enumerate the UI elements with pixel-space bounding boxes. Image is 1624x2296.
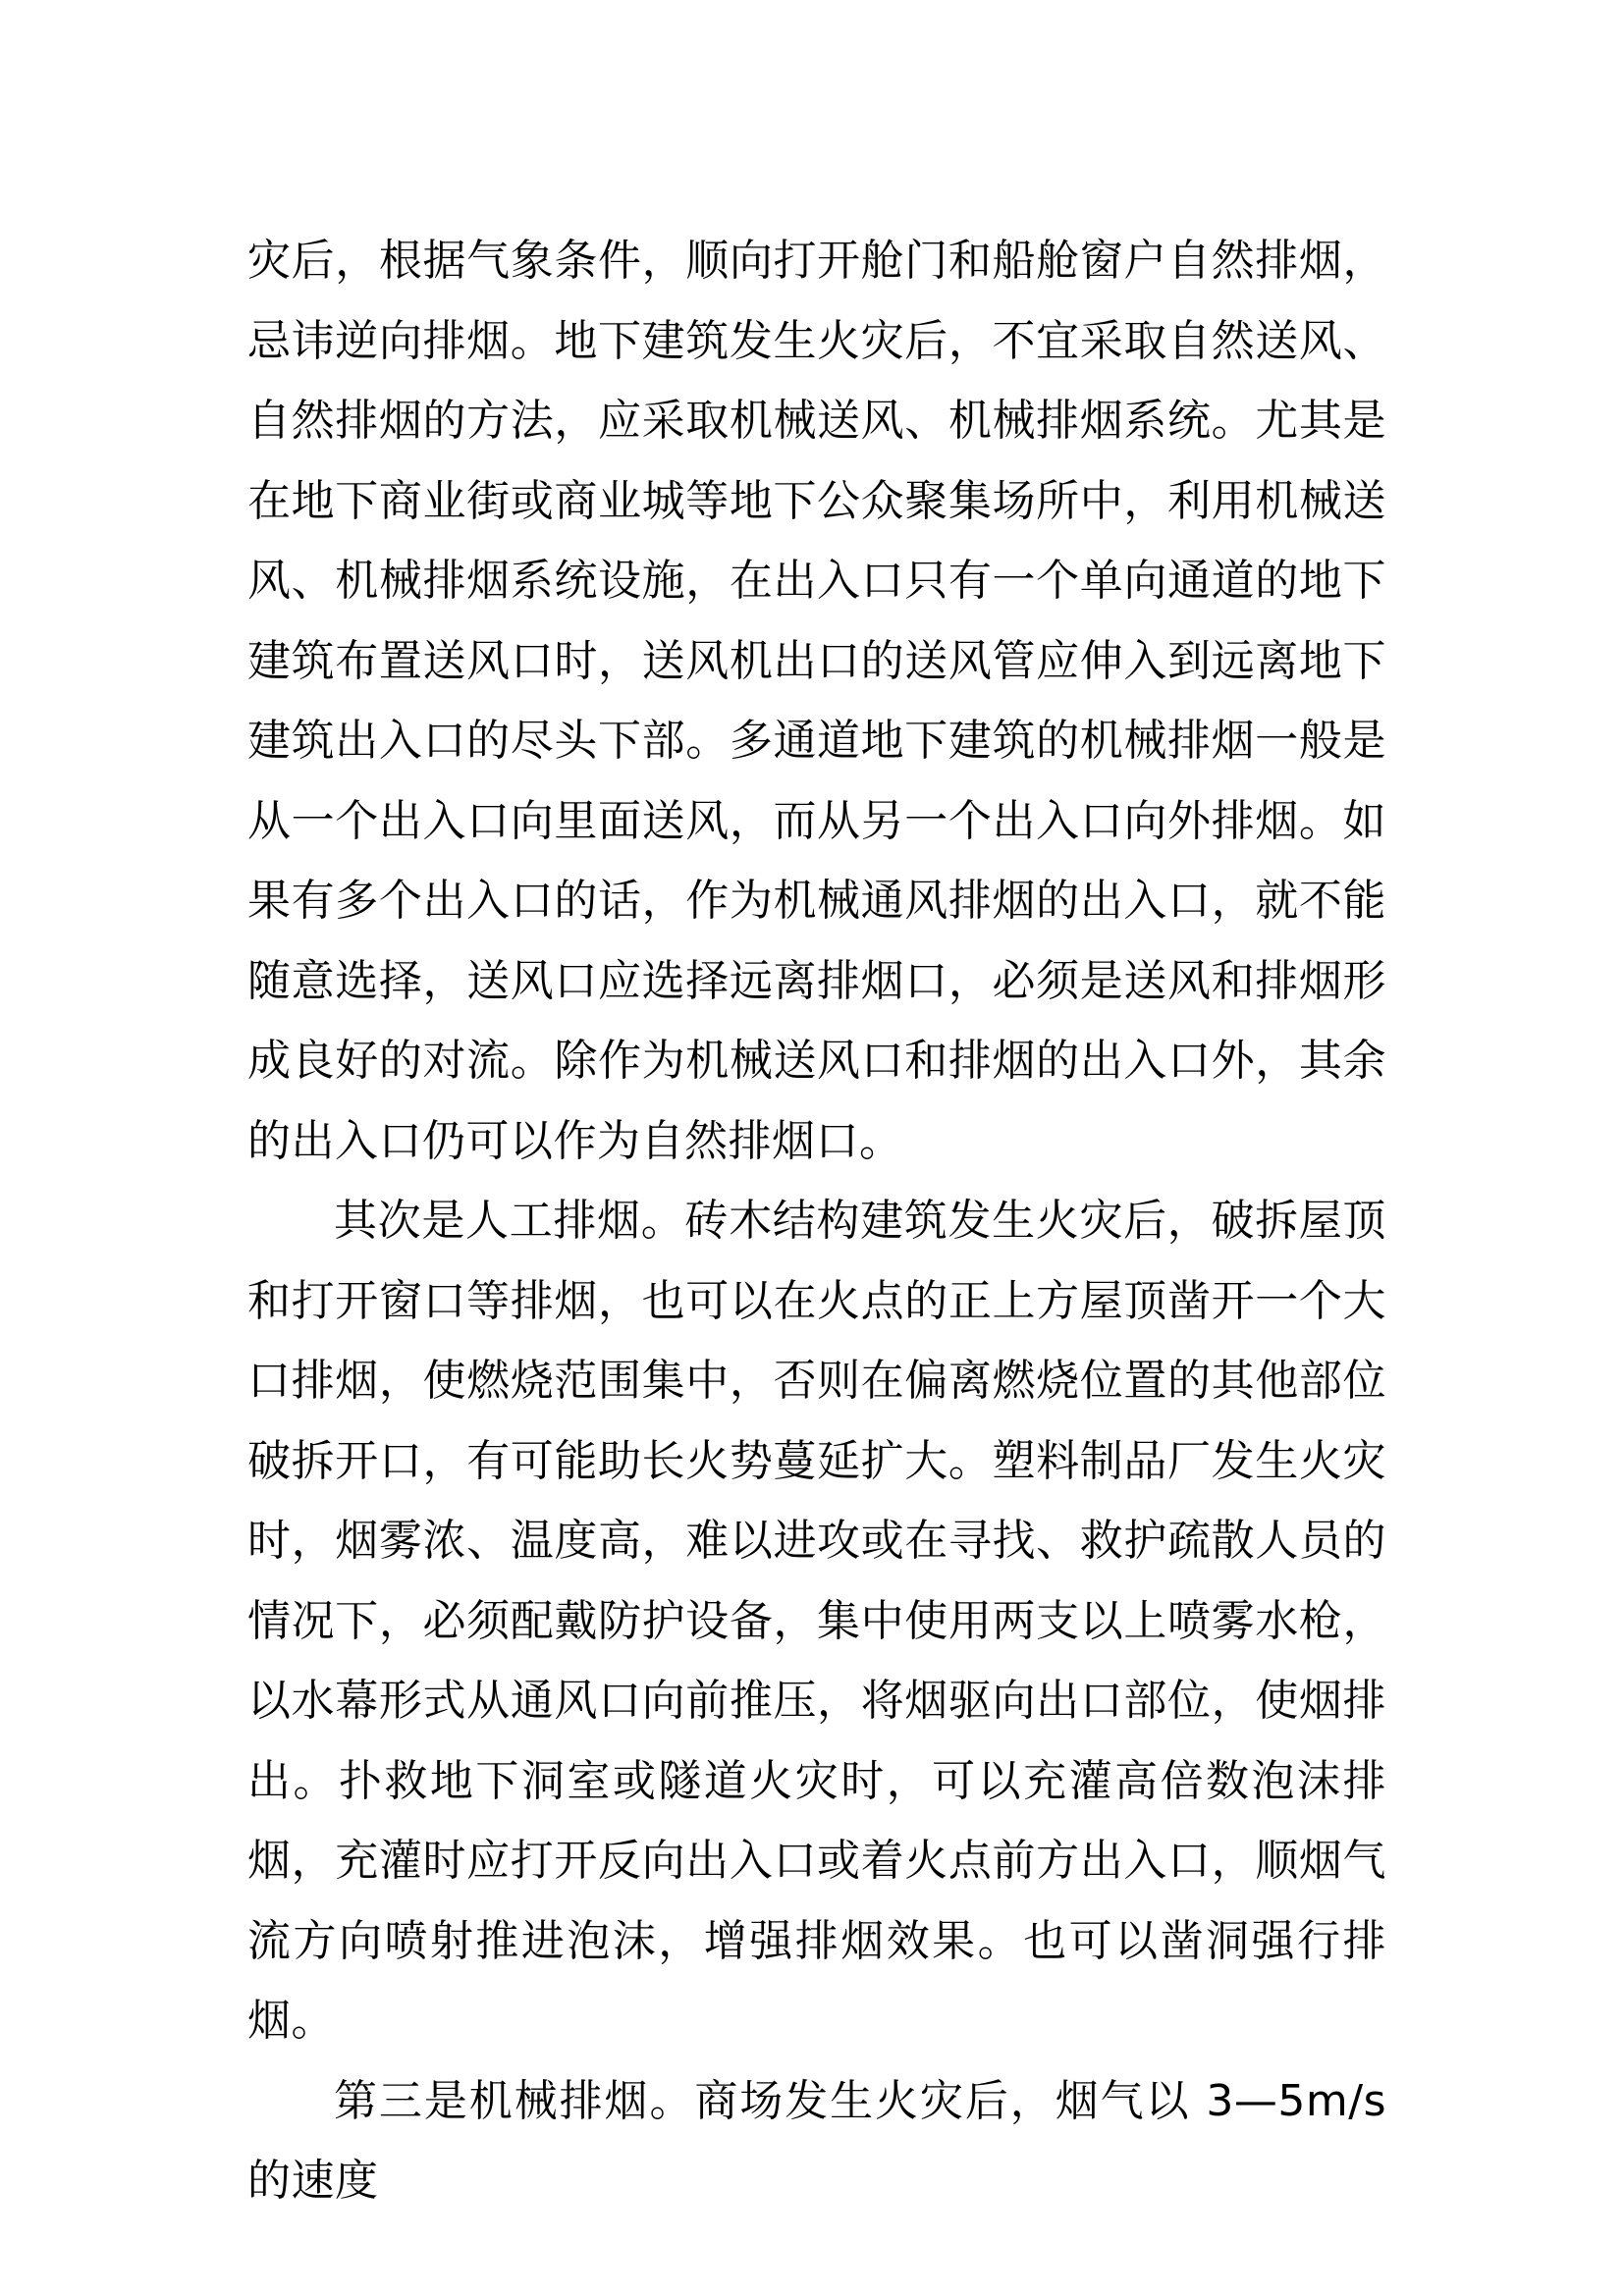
paragraph-3: 第三是机械排烟。商场发生火灾后，烟气以 3—5m/s 的速度: [247, 2075, 1386, 2206]
body-text: [247, 221, 1386, 2221]
paragraph-2: 其次是人工排烟。砖木结构建筑发生火灾后，破拆屋顶和打开窗口等排烟，也可以在火点的正上方屋顶凿开一个大口排烟，使燃烧范围集中，否则在偏离燃烧位置的其他部位破拆开口，有可能助长火势蔓延扩大。塑料制品厂发生火灾时，烟雾浓、温度高，难以进攻或在寻找、救护疏散人员的情况下，必须配戴防护设备，集中使用两支以上喷雾水枪，以水幕形式从通风口向前推压，将烟驱向出口部位，使烟排出。扑救地下洞室或隧道火灾时，可以充灌高倍数泡沫排烟，充灌时应打开反向出入口或着火点前方出入口，顺烟气流方向喷射推进泡沫，增强排烟效果。也可以凿洞强行排烟。: [247, 1196, 1386, 2046]
paragraph-1: 灾后，根据气象条件，顺向打开舱门和船舱窗户自然排烟，忌讳逆向排烟。地下建筑发生火灾后，不宜采取自然送风、自然排烟的方法，应采取机械送风、机械排烟系统。尤其是在地下商业街或商业城等地下公众聚集场所中，利用机械送风、机械排烟系统设施，在出入口只有一个单向通道的地下建筑布置送风口时，送风机出口的送风管应伸入到远离地下建筑出入口的尽头下部。多通道地下建筑的机械排烟一般是从一个出入口向里面送风，而从另一个出入口向外排烟。如果有多个出入口的话，作为机械通风排烟的出入口，就不能随意选择，送风口应选择远离排烟口，必须是送风和排烟形成良好的对流。除作为机械送风口和排烟的出入口外，其余的出入口仍可以作为自然排烟口。: [247, 236, 1386, 1166]
